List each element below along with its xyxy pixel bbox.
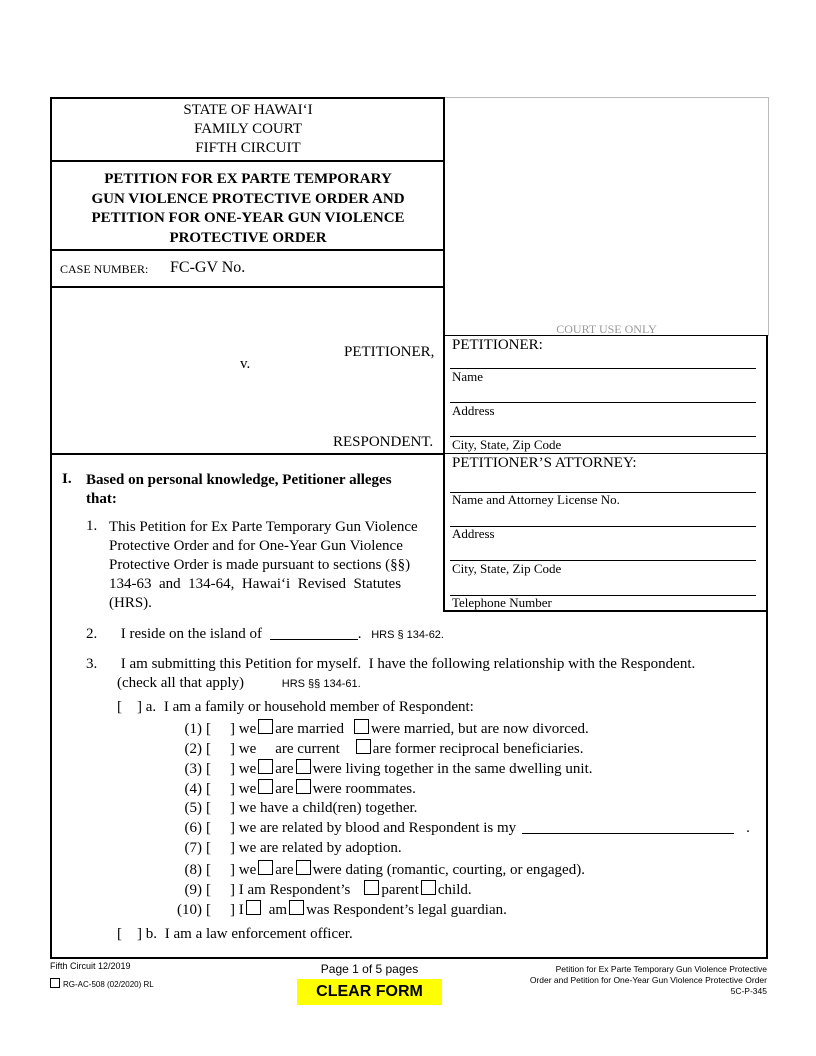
- attorney-panel-left-border: [443, 453, 445, 611]
- caption-top-border: [50, 97, 445, 99]
- rel-2a-label: are current: [275, 741, 340, 757]
- footer-form-id-text: RG-AC-508 (02/2020) RL: [63, 980, 154, 989]
- footer-form-code: 5C-P-345: [730, 986, 767, 996]
- footer-page: Page 1 of 5 pages: [320, 962, 419, 976]
- rel-9a-checkbox[interactable]: [364, 880, 379, 895]
- section-heading-line-1: Based on personal knowledge, Petitioner alleges: [86, 472, 392, 488]
- respondent-name-field[interactable]: [60, 385, 430, 427]
- petition-title: [52, 170, 444, 248]
- section-heading-line-2: that:: [86, 491, 117, 507]
- item2-text: I reside on the island of: [120, 626, 262, 642]
- rel-8b-label: were dating (romantic, courting, or engaged).: [312, 862, 585, 878]
- rel-2-we: ] we: [230, 741, 257, 757]
- rel-4-we: ] we: [230, 781, 257, 797]
- attorney-panel-heading: PETITIONER’S ATTORNEY:: [452, 455, 637, 471]
- rel-row-3: [168, 759, 593, 778]
- court-circuit: FIFTH CIRCUIT: [195, 140, 301, 156]
- rel-10b-label: was Respondent’s legal guardian.: [306, 902, 507, 918]
- court-name: FAMILY COURT: [193, 121, 303, 137]
- item3-line-1: I am submitting this Petition for myself. I have the following relationship with the Respondent.: [120, 656, 696, 672]
- rel-3a-checkbox[interactable]: [258, 759, 273, 774]
- rel-2b-checkbox[interactable]: [356, 739, 371, 754]
- attorney-phone-label: Telephone Number: [452, 595, 552, 610]
- rel-1-number: (1): [184, 721, 202, 737]
- item2: [86, 625, 444, 644]
- rel-3a-label: are: [275, 761, 294, 777]
- caption-divider-2: [50, 249, 445, 251]
- rel-6-text: ] we are related by blood and Respondent is my: [230, 820, 517, 836]
- petitioner-city-label: City, State, Zip Code: [452, 437, 562, 452]
- rel-8a-label: are: [275, 862, 294, 878]
- rel-8-we: ] we: [230, 862, 257, 878]
- case-number-field[interactable]: [170, 259, 440, 279]
- rel-3-we: ] we: [230, 761, 257, 777]
- item1-text: [109, 518, 433, 613]
- petitioner-city-input[interactable]: [450, 420, 756, 436]
- item3-check-note: (check all that apply): [117, 675, 245, 691]
- item2-reference: HRS § 134-62.: [371, 629, 444, 641]
- rel-7-text: ] we are related by adoption.: [230, 840, 402, 856]
- rel-9-number: (9): [184, 882, 202, 898]
- item1-number: 1.: [86, 518, 98, 534]
- attorney-city-input[interactable]: [450, 544, 756, 560]
- rel-4a-label: are: [275, 781, 294, 797]
- attorney-address-label: Address: [452, 526, 495, 541]
- petitioner-address-input[interactable]: [450, 386, 756, 402]
- rel-10-checkbox[interactable]: [: [206, 902, 211, 918]
- rel-10a-checkbox[interactable]: [246, 900, 261, 915]
- item2-number: 2.: [86, 626, 98, 642]
- rel-8-number: (8): [184, 862, 202, 878]
- rel-row-2: [168, 739, 584, 758]
- footer-circuit: Fifth Circuit 12/2019: [50, 961, 131, 971]
- rel-3b-label: were living together in the same dwelling unit.: [312, 761, 593, 777]
- rel-7-number: (7): [184, 840, 202, 856]
- rel-9b-label: child.: [437, 882, 472, 898]
- rel-9-checkbox[interactable]: [: [206, 882, 211, 898]
- rel-4a-checkbox[interactable]: [258, 779, 273, 794]
- rel-10-number: (10): [177, 902, 202, 918]
- petitioner-panel-heading: PETITIONER:: [452, 337, 543, 353]
- rel-4-checkbox[interactable]: [: [206, 781, 211, 797]
- rel-1a-label: are married: [275, 721, 344, 737]
- rel-row-8: [168, 860, 585, 879]
- rel-row-9: [168, 880, 472, 899]
- petitioner-name-input[interactable]: [450, 352, 756, 368]
- court-state: STATE OF HAWAI‘I: [183, 102, 313, 118]
- rel-6-period: .: [746, 820, 750, 836]
- petitioner-name-line: [450, 368, 756, 369]
- item3a-text: I am a family or household member of Respondent:: [163, 699, 474, 715]
- rel-8a-checkbox[interactable]: [258, 860, 273, 875]
- section-numeral: I.: [62, 471, 72, 487]
- relation-input[interactable]: [522, 819, 734, 834]
- attorney-address-line: [450, 526, 756, 527]
- rel-6-checkbox[interactable]: [: [206, 820, 211, 836]
- petitioner-address-line: [450, 402, 756, 403]
- footer-title-line-2: Order and Petition for One-Year Gun Violence Protective Order: [529, 975, 767, 985]
- rel-1-we: ] we: [230, 721, 257, 737]
- item3-reference: HRS §§ 134-61.: [281, 678, 361, 690]
- rel-2b-label: are former reciprocal beneficiaries.: [372, 741, 584, 757]
- item1-line-4: 134-63 and 134-64, Hawai‘i Revised Statutes: [109, 576, 402, 592]
- petitioner-name-label: Name: [452, 369, 484, 384]
- rel-1-checkbox[interactable]: [: [206, 721, 211, 737]
- caption-divider-3: [50, 286, 445, 288]
- title-line-2: GUN VIOLENCE PROTECTIVE ORDER AND: [91, 190, 405, 207]
- rel-4b-label: were roommates.: [312, 781, 416, 797]
- rel-1b-label: were married, but are now divorced.: [370, 721, 589, 737]
- title-line-4: PROTECTIVE ORDER: [169, 229, 327, 246]
- rel-row-5: [168, 799, 417, 817]
- rel-2-checkbox[interactable]: [: [206, 741, 211, 757]
- rel-4-number: (4): [184, 781, 202, 797]
- footer-form-title: [530, 964, 767, 997]
- rel-1b-checkbox[interactable]: [354, 719, 369, 734]
- footer-form-id: [50, 978, 154, 989]
- rel-1a-checkbox[interactable]: [258, 719, 273, 734]
- rel-10-text: ] I: [230, 902, 244, 918]
- item3a: [117, 698, 474, 716]
- rel-3-number: (3): [184, 761, 202, 777]
- item3b: [117, 925, 353, 943]
- rel-row-4: [168, 779, 416, 798]
- item1-line-3: Protective Order is made pursuant to sections (§§): [109, 557, 411, 573]
- attorney-name-label: Name and Attorney License No.: [452, 492, 620, 507]
- form-logo-icon: [50, 978, 60, 988]
- rel-2-number: (2): [184, 741, 202, 757]
- rel-3b-checkbox[interactable]: [296, 759, 311, 774]
- panel-divider: [443, 453, 768, 454]
- item3-number: 3.: [86, 656, 98, 672]
- attorney-name-input[interactable]: [450, 476, 756, 492]
- court-use-box: [445, 97, 769, 336]
- rel-5-number: (5): [184, 800, 202, 816]
- page-bottom-border: [50, 957, 768, 959]
- item3a-checkbox[interactable]: [ ] a.: [117, 699, 157, 715]
- court-heading: [52, 101, 444, 158]
- case-number-label: CASE NUMBER:: [60, 262, 149, 276]
- rel-row-6: [168, 819, 750, 837]
- page-right-border: [766, 335, 768, 959]
- rel-5-checkbox[interactable]: [: [206, 800, 211, 816]
- title-line-1: PETITION FOR EX PARTE TEMPORARY: [104, 171, 392, 187]
- rel-9a-label: parent: [381, 882, 419, 898]
- respondent-label: RESPONDENT.: [333, 434, 434, 450]
- rel-8-checkbox[interactable]: [: [206, 862, 211, 878]
- item3b-text: I am a law enforcement officer.: [164, 926, 353, 942]
- item3b-checkbox[interactable]: [ ] b.: [117, 926, 157, 942]
- rel-row-1: [168, 719, 589, 738]
- title-line-3: PETITION FOR ONE-YEAR GUN VIOLENCE: [91, 210, 405, 226]
- rel-10a-label: am: [268, 902, 288, 918]
- versus-label: v.: [240, 356, 251, 372]
- rel-4b-checkbox[interactable]: [296, 779, 311, 794]
- rel-row-10: [168, 900, 507, 919]
- section-heading: [86, 471, 392, 509]
- caption-divider-4: [50, 453, 445, 455]
- petitioner-label: PETITIONER,: [344, 344, 435, 360]
- rel-10b-checkbox[interactable]: [289, 900, 304, 915]
- item1-line-2: Protective Order and for One-Year Gun Violence: [109, 538, 403, 554]
- rel-7-checkbox[interactable]: [: [206, 840, 211, 856]
- rel-8b-checkbox[interactable]: [296, 860, 311, 875]
- rel-6-number: (6): [184, 820, 202, 836]
- item1-line-5: (HRS).: [109, 595, 152, 611]
- clear-form-button[interactable]: CLEAR FORM: [297, 979, 442, 1005]
- item3-line2: [117, 674, 361, 693]
- footer-title-line-1: Petition for Ex Parte Temporary Gun Violence Protective: [555, 964, 767, 974]
- attorney-address-input[interactable]: [450, 510, 756, 526]
- petitioner-address-label: Address: [452, 403, 495, 418]
- rel-5-text: ] we have a child(ren) together.: [230, 800, 418, 816]
- rel-9b-checkbox[interactable]: [421, 880, 436, 895]
- court-use-label: COURT USE ONLY: [556, 322, 657, 336]
- petitioner-name-field[interactable]: [60, 300, 430, 342]
- attorney-phone-input[interactable]: [450, 579, 756, 595]
- rel-3-checkbox[interactable]: [: [206, 761, 211, 777]
- item1-line-1: This Petition for Ex Parte Temporary Gun Violence: [109, 519, 418, 535]
- island-input[interactable]: [270, 625, 358, 640]
- rel-row-7: [168, 839, 402, 857]
- rel-9-text: ] I am Respondent’s: [230, 882, 351, 898]
- caption-divider-1: [50, 160, 445, 162]
- item2-period: .: [357, 626, 362, 642]
- item3: [86, 655, 695, 673]
- case-number-prefix: FC-GV No.: [170, 259, 246, 276]
- attorney-city-label: City, State, Zip Code: [452, 561, 562, 576]
